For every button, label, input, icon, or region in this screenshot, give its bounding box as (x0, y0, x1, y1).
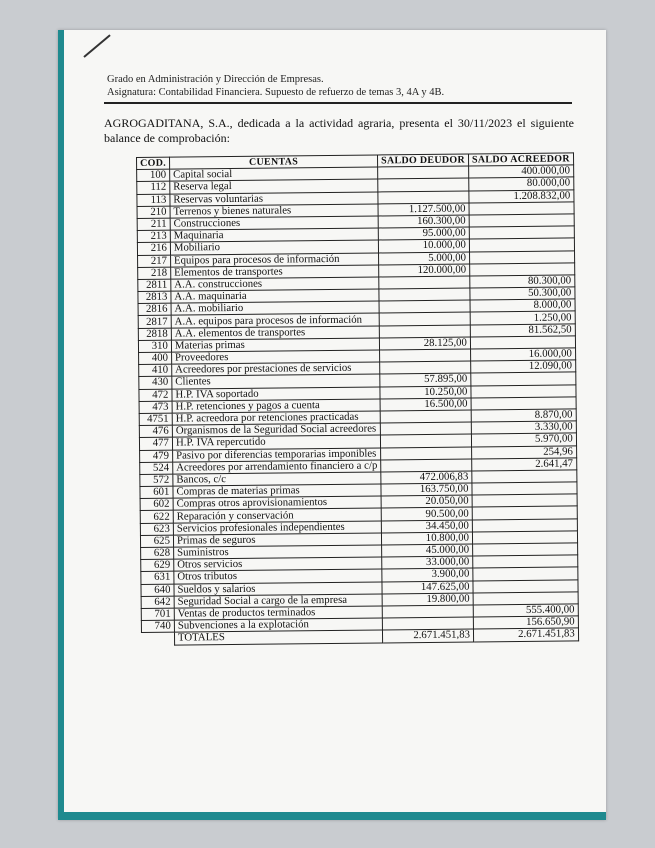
header-code: COD. (137, 157, 170, 170)
header-credit: SALDO ACREEDOR (468, 153, 573, 166)
page-bottom-decoration (58, 812, 606, 820)
row-code: 218 (138, 267, 171, 280)
row-code: 4751 (139, 413, 172, 426)
row-code: 2816 (138, 303, 171, 316)
row-debit: 45.000,00 (382, 544, 473, 557)
row-credit: 8.870,00 (471, 409, 576, 422)
row-account: Acreedores por prestaciones de servicios (172, 362, 380, 376)
row-credit (472, 506, 577, 519)
row-account: Suministros (174, 545, 382, 559)
row-code: 623 (140, 523, 173, 536)
row-debit: 160.300,00 (378, 215, 469, 228)
row-credit: 254,96 (472, 445, 577, 458)
row-debit (379, 276, 470, 289)
row-credit: 400.000,00 (469, 165, 574, 178)
row-account: Bancos, c/c (173, 472, 381, 486)
row-account: Compras de materias primas (173, 484, 381, 498)
row-code: 400 (139, 352, 172, 365)
totals-debit: 2.671.451,83 (383, 629, 474, 642)
row-account: Compras otros aprovisionamientos (173, 496, 381, 510)
row-account: A.A. maquinaria (171, 289, 379, 303)
row-code: 601 (140, 486, 173, 499)
row-account: Reservas voluntarias (170, 192, 378, 206)
row-credit: 16.000,00 (470, 348, 575, 361)
row-code: 479 (140, 450, 173, 463)
row-debit (378, 178, 469, 191)
row-code: 628 (141, 547, 174, 560)
row-credit: 81.562,50 (470, 324, 575, 337)
row-code: 430 (139, 377, 172, 390)
row-account: Organismos de la Seguridad Social acreedores (172, 423, 380, 437)
header-subject: Asignatura: Contabilidad Financiera. Supuesto de refuerzo de temas 3, 4A y 4B. (107, 87, 445, 98)
row-credit: 80.000,00 (469, 177, 574, 190)
totals-label: TOTALES (174, 630, 382, 644)
row-account: Otros servicios (174, 557, 382, 571)
row-credit (472, 482, 577, 495)
row-account: Seguridad Social a cargo de la empresa (174, 594, 382, 608)
row-account: H.P. retenciones y pagos a cuenta (172, 399, 380, 413)
row-code: 217 (138, 255, 171, 268)
row-account: Servicios profesionales independientes (173, 521, 381, 535)
row-code: 210 (137, 206, 170, 219)
row-debit (380, 434, 471, 447)
row-account: Equipos para procesos de información (170, 252, 378, 266)
row-code: 211 (137, 218, 170, 231)
row-code: 112 (137, 182, 170, 195)
row-debit: 163.750,00 (381, 483, 472, 496)
row-code: 477 (139, 437, 172, 450)
row-code: 602 (140, 498, 173, 511)
row-code: 572 (140, 474, 173, 487)
intro-paragraph: AGROGADITANA, S.A., dedicada a la actividad agraria, presenta el 30/11/2023 el siguiente balance de comprobación: (104, 116, 574, 145)
header-account: CUENTAS (169, 155, 377, 169)
row-debit: 19.800,00 (382, 593, 473, 606)
row-account: Elementos de transportes (171, 265, 379, 279)
row-credit: 12.090,00 (471, 360, 576, 373)
row-account: Proveedores (171, 350, 379, 364)
row-code: 640 (141, 584, 174, 597)
row-credit (473, 555, 578, 568)
row-code: 524 (140, 462, 173, 475)
row-credit: 156.650,90 (473, 616, 578, 629)
row-credit (473, 543, 578, 556)
row-code: 100 (137, 169, 170, 182)
row-account: Subvenciones a la explotación (174, 618, 382, 632)
row-credit: 8.000,00 (470, 299, 575, 312)
row-debit: 90.500,00 (381, 507, 472, 520)
row-code: 310 (138, 340, 171, 353)
row-credit (471, 372, 576, 385)
header-degree: Grado en Administración y Dirección de Empresas. (107, 74, 324, 85)
row-debit: 1.127.500,00 (378, 203, 469, 216)
row-account: Mobiliario (170, 240, 378, 254)
row-debit: 33.000,00 (382, 556, 473, 569)
row-account: A.A. equipos para procesos de información (171, 313, 379, 327)
row-code: 216 (137, 242, 170, 255)
row-account: Primas de seguros (173, 533, 381, 547)
row-code: 629 (141, 559, 174, 572)
header-debit: SALDO DEUDOR (378, 154, 469, 167)
row-code: 2813 (138, 291, 171, 304)
row-debit (379, 300, 470, 313)
totals-credit: 2.671.451,83 (473, 628, 578, 641)
row-account: Ventas de productos terminados (174, 606, 382, 620)
trial-balance-table (136, 152, 579, 645)
row-debit: 20.050,00 (381, 495, 472, 508)
row-debit: 28.125,00 (379, 337, 470, 350)
row-credit (472, 494, 577, 507)
row-credit: 3.330,00 (471, 421, 576, 434)
row-debit: 16.500,00 (380, 398, 471, 411)
row-credit (473, 567, 578, 580)
row-account: Reserva legal (170, 179, 378, 193)
row-code: 740 (141, 620, 174, 633)
row-account: Clientes (172, 374, 380, 388)
row-debit (382, 605, 473, 618)
row-credit: 1.250,00 (470, 311, 575, 324)
row-code: 113 (137, 194, 170, 207)
row-credit (472, 470, 577, 483)
row-account: Sueldos y salarios (174, 582, 382, 596)
page-edge-decoration (58, 30, 64, 820)
row-debit: 120.000,00 (379, 264, 470, 277)
row-account: Construcciones (170, 216, 378, 230)
row-account: A.A. mobiliario (171, 301, 379, 315)
row-debit (379, 288, 470, 301)
row-code: 622 (140, 511, 173, 524)
row-account: Terrenos y bienes naturales (170, 204, 378, 218)
row-debit (381, 447, 472, 460)
row-debit: 5.000,00 (379, 252, 470, 265)
row-credit: 2.641,47 (472, 458, 577, 471)
row-debit (379, 312, 470, 325)
row-credit: 555.400,00 (473, 604, 578, 617)
row-credit (473, 579, 578, 592)
row-credit (472, 519, 577, 532)
row-code: 476 (139, 425, 172, 438)
row-credit: 5.970,00 (471, 433, 576, 446)
row-debit: 95.000,00 (378, 227, 469, 240)
document-header (107, 73, 567, 99)
row-account: A.A. elementos de transportes (171, 326, 379, 340)
row-credit (472, 531, 577, 544)
row-credit (469, 250, 574, 263)
row-account: H.P. IVA repercutido (172, 435, 380, 449)
row-debit: 3.900,00 (382, 568, 473, 581)
row-code: 2818 (138, 328, 171, 341)
row-credit: 50.300,00 (470, 287, 575, 300)
row-code: 472 (139, 389, 172, 402)
row-account: H.P. acreedora por retenciones practicadas (172, 411, 380, 425)
row-code: 642 (141, 596, 174, 609)
row-credit (469, 214, 574, 227)
row-debit: 57.895,00 (380, 373, 471, 386)
row-account: Materias primas (171, 338, 379, 352)
row-debit: 10.800,00 (382, 532, 473, 545)
row-debit: 472.006,83 (381, 471, 472, 484)
row-debit: 10.000,00 (378, 239, 469, 252)
row-debit: 147.625,00 (382, 581, 473, 594)
row-account: H.P. IVA soportado (172, 387, 380, 401)
row-credit (471, 384, 576, 397)
row-code: 473 (139, 401, 172, 414)
row-code: 625 (140, 535, 173, 548)
row-debit: 34.450,00 (381, 520, 472, 533)
row-debit: 10.250,00 (380, 386, 471, 399)
row-credit: 1.208.832,00 (469, 189, 574, 202)
row-credit (469, 238, 574, 251)
row-code: 701 (141, 608, 174, 621)
row-code: 410 (139, 364, 172, 377)
row-account: Reparación y conservación (173, 508, 381, 522)
row-account: Otros tributos (174, 569, 382, 583)
row-credit (469, 226, 574, 239)
row-debit (378, 166, 469, 179)
row-code: 2817 (138, 316, 171, 329)
row-account: Capital social (170, 167, 378, 181)
header-divider (104, 102, 572, 104)
row-account: Pasivo por diferencias temporarias imponibles (172, 447, 380, 461)
row-account: A.A. construcciones (171, 277, 379, 291)
totals-spacer (141, 632, 174, 645)
row-credit: 80.300,00 (470, 275, 575, 288)
row-debit (380, 422, 471, 435)
row-debit (380, 410, 471, 423)
row-account: Acreedores por arrendamiento financiero a c/p (173, 460, 381, 474)
row-account: Maquinaria (170, 228, 378, 242)
row-code: 631 (141, 572, 174, 585)
row-credit (469, 202, 574, 215)
row-debit (380, 349, 471, 362)
row-code: 2811 (138, 279, 171, 292)
row-code: 213 (137, 230, 170, 243)
